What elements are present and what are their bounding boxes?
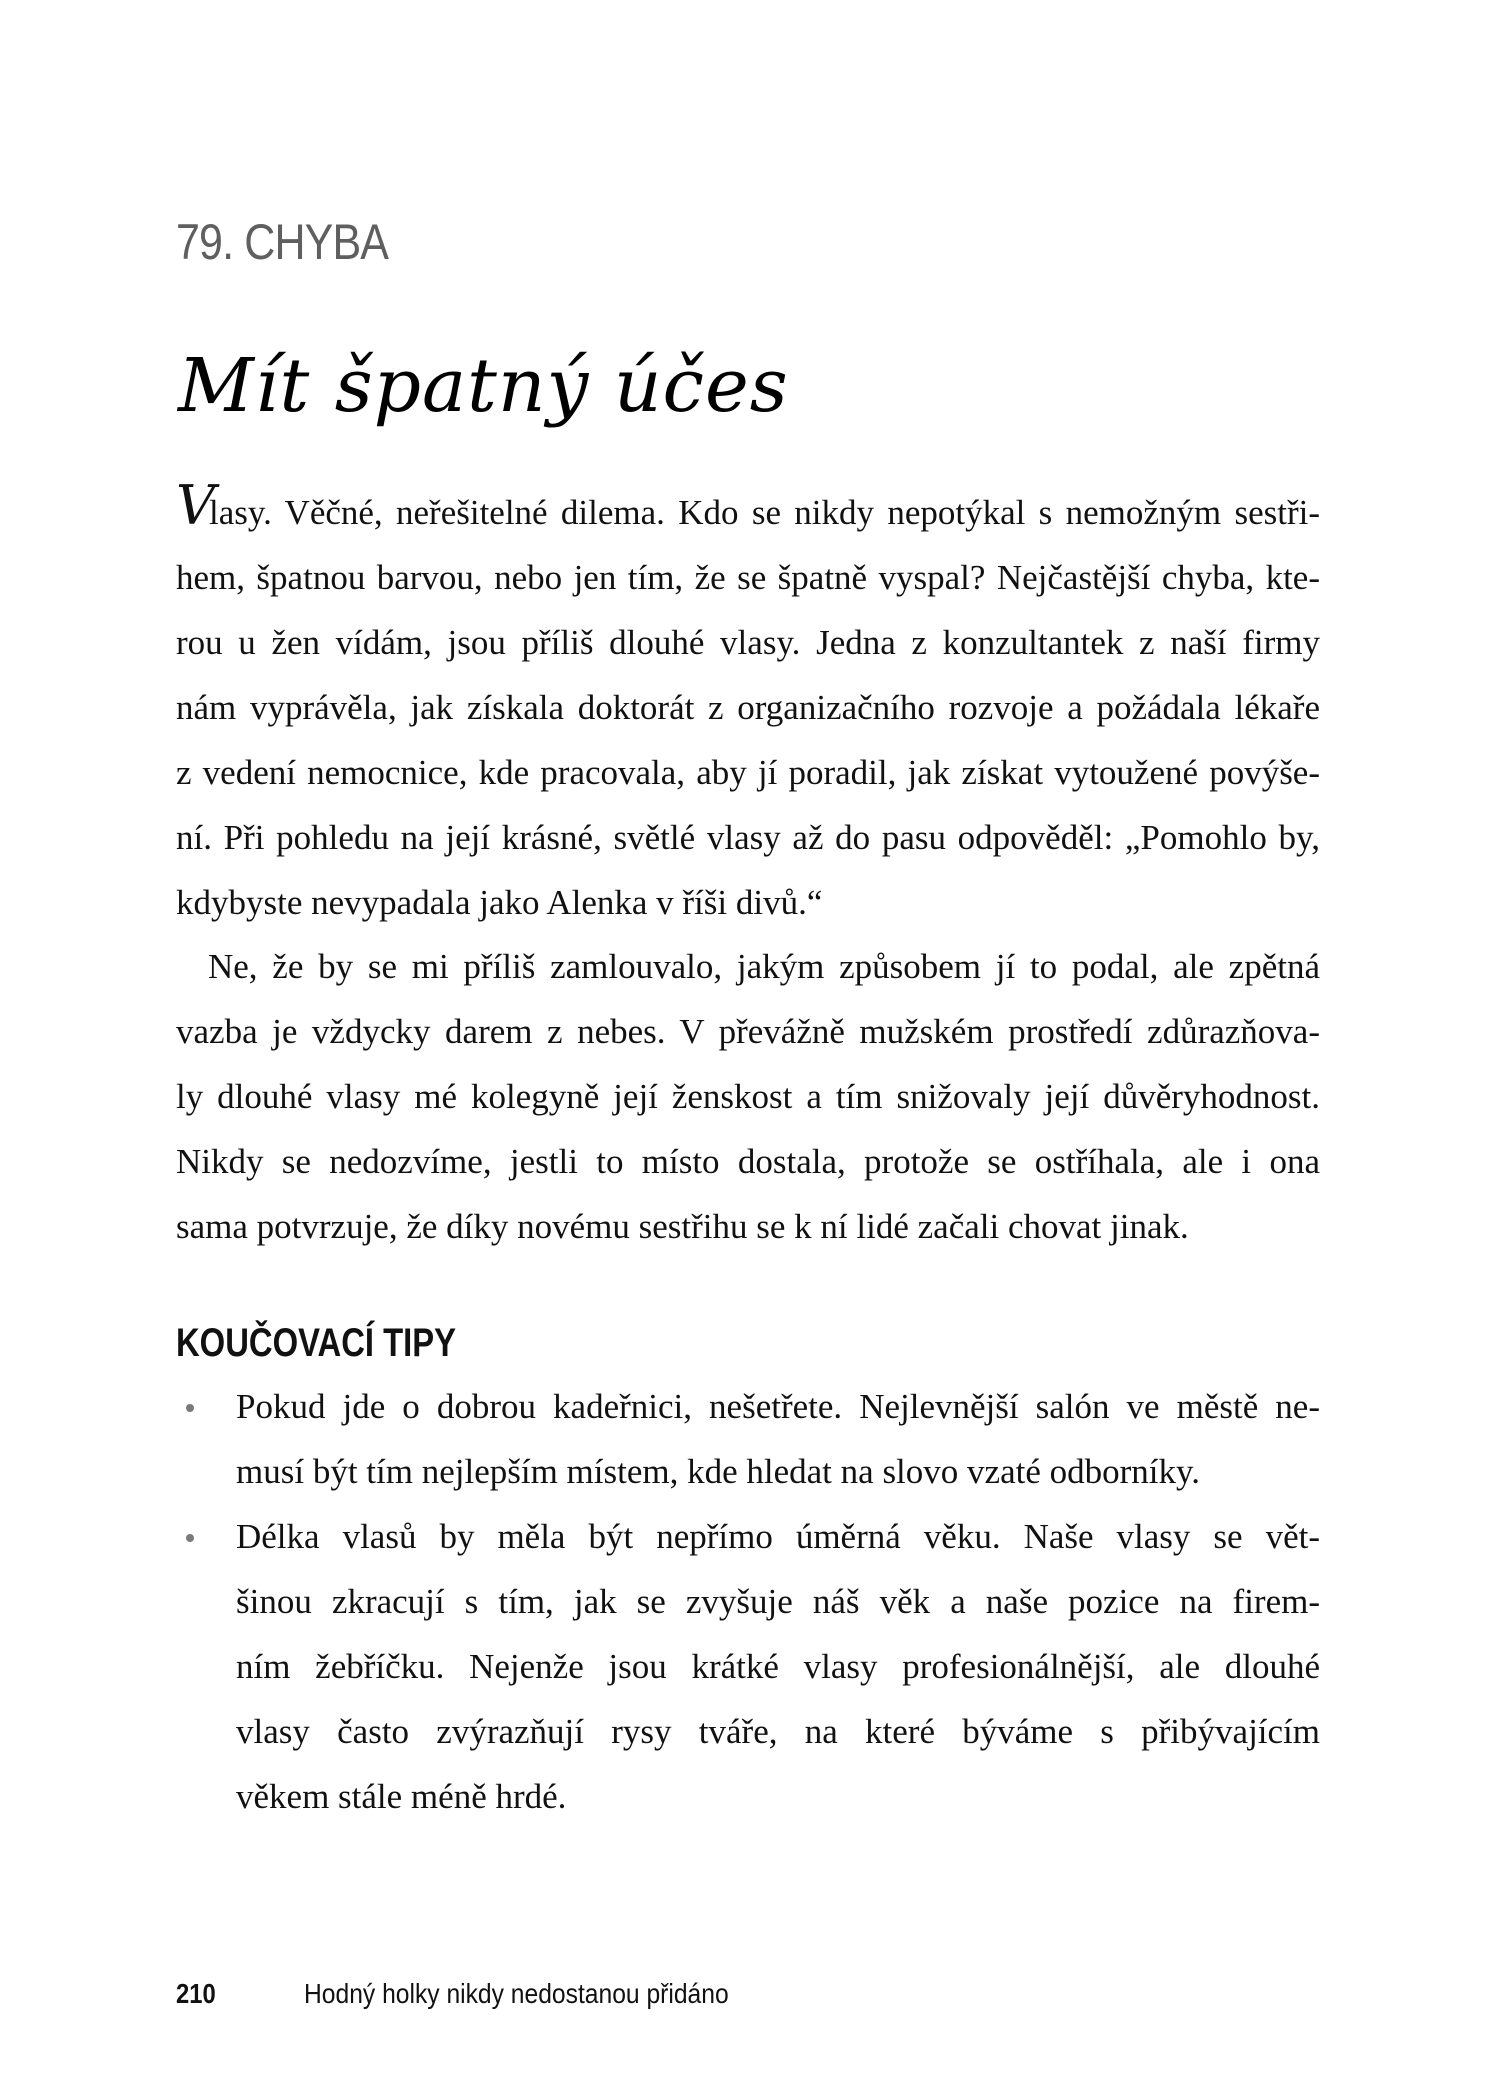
chapter-title: Mít špatný účes: [178, 343, 789, 429]
tip-text: [236, 1374, 1320, 1504]
section-heading: KOUČOVACÍ TIPY: [176, 1321, 457, 1365]
text-line: sama potvrzuje, že díky novému sestřihu se k ní lidé začali chovat jinak.: [176, 1207, 1189, 1246]
text-line: šinou zkracují s tím, jak se zvyšuje náš věk a naše pozice na firem-: [236, 1582, 1320, 1621]
text-line: Nikdy se nedozvíme, jestli to místo dostala, protože se ostříhala, ale i ona: [176, 1142, 1320, 1181]
text-line: Pokud jde o dobrou kadeřnici, nešetřete. Nejlevnější salón ve městě ne-: [236, 1387, 1320, 1426]
drop-cap: V: [176, 474, 215, 537]
text-line: věkem stále méně hrdé.: [236, 1777, 567, 1816]
chapter-number-label: 79. CHYBA: [176, 214, 389, 270]
page-number: 210: [176, 1978, 216, 2009]
text-line: musí být tím nejlepším místem, kde hledat na slovo vzaté odborníky.: [236, 1452, 1200, 1491]
text-line: ní. Při pohledu na její krásné, světlé vlasy až do pasu odpověděl: „Pomohlo by,: [176, 818, 1320, 857]
text-line: rou u žen vídám, jsou příliš dlouhé vlasy. Jedna z konzultantek z naší firmy: [176, 623, 1320, 662]
text-line: ním žebříčku. Nejenže jsou krátké vlasy profesionálnější, ale dlouhé: [236, 1647, 1320, 1686]
running-book-title: Hodný holky nikdy nedostanou přidáno: [304, 1978, 729, 2009]
text-line: vazba je vždycky darem z nebes. V převážně mužském prostředí zdůrazňova-: [176, 1012, 1320, 1051]
bullet-icon: [186, 1404, 194, 1412]
tip-text: [236, 1504, 1320, 1829]
text-line: nám vyprávěla, jak získala doktorát z organizačního rozvoje a požádala lékaře: [176, 688, 1320, 727]
text-line: z vedení nemocnice, kde pracovala, aby jí poradil, jak získat vytoužené povýše-: [176, 753, 1320, 792]
text-line: Délka vlasů by měla být nepřímo úměrná věku. Naše vlasy se vět-: [236, 1517, 1320, 1556]
bullet-icon: [186, 1534, 194, 1542]
text-line: Ne, že by se mi příliš zamlouvalo, jakým způsobem jí to podal, ale zpětná: [208, 947, 1320, 986]
paragraph-1: [176, 474, 1320, 935]
text-line-content: lasy. Věčné, neřešitelné dilema. Kdo se nikdy nepotýkal s nemožným sestři-: [209, 493, 1320, 532]
text-line: kdybyste nevypadala jako Alenka v říši divů.“: [176, 883, 823, 922]
paragraph-2: [176, 934, 1320, 1259]
text-line: [176, 474, 1320, 545]
text-line: hem, špatnou barvou, nebo jen tím, že se špatně vyspal? Nejčastější chyba, kte-: [176, 558, 1320, 597]
text-line: vlasy často zvýrazňují rysy tváře, na které býváme s přibývajícím: [236, 1712, 1320, 1751]
text-line: ly dlouhé vlasy mé kolegyně její ženskost a tím snižovaly její důvěryhodnost.: [176, 1077, 1320, 1116]
